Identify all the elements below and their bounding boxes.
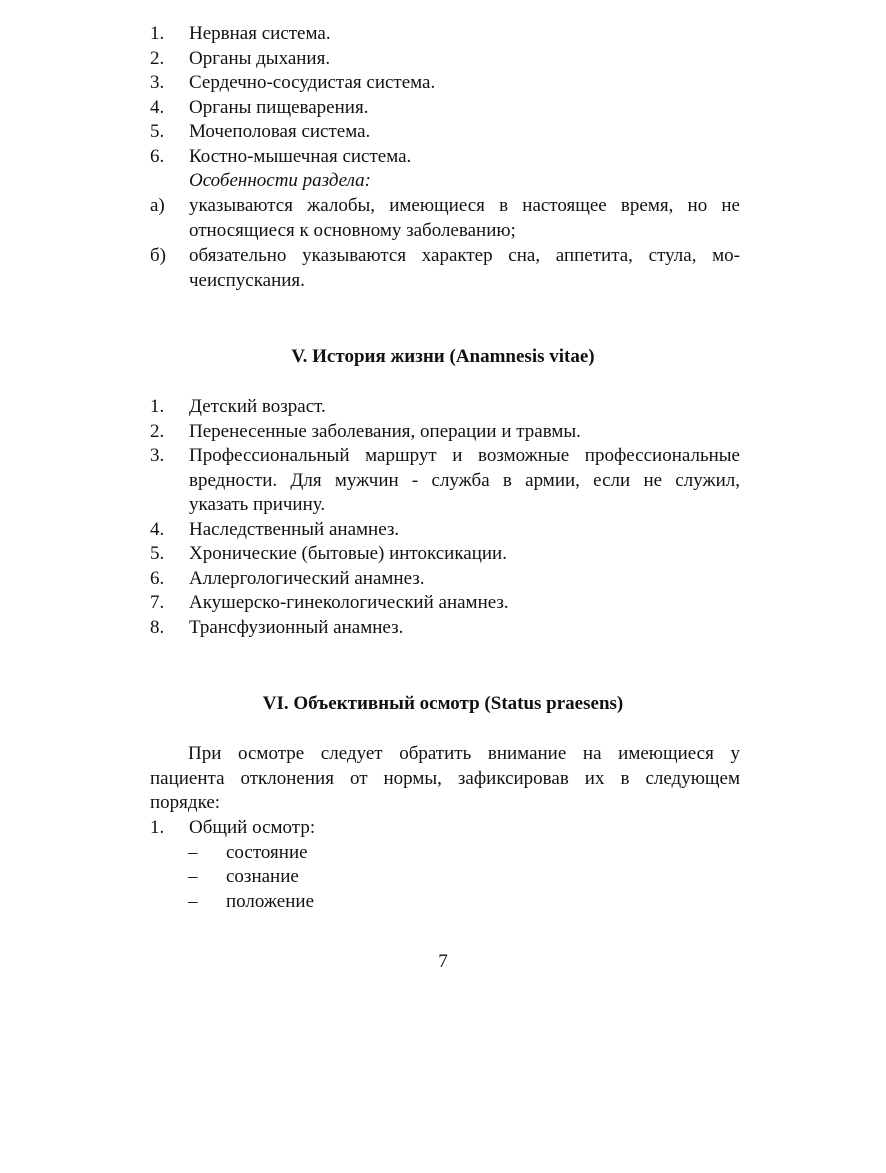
item-number: 6. <box>150 145 165 167</box>
item-text: Детский возраст. <box>189 396 326 417</box>
item-text: Нервная система. <box>189 23 331 44</box>
item-number: 5. <box>150 543 165 564</box>
intro-paragraph: При осмотре следует обратить внимание на имеющиеся у пациента отклонения от нормы, зафиксировав их в следующем порядке: <box>150 743 740 813</box>
item-text: Органы пищеварения. <box>189 96 369 118</box>
item-number: 6. <box>150 567 165 589</box>
item-text: Костно-мышечная система. <box>189 145 412 167</box>
item-text: Профессиональный маршрут и возможные профессиональные вредности. Для мужчин - служба в армии, если не служил, указать причину. <box>189 445 740 515</box>
list-item <box>0 591 886 616</box>
section-heading-anamnesis-vitae: V. История жизни (Anamnesis vitae) <box>291 346 595 367</box>
sub-item <box>0 890 886 915</box>
item-number: 4. <box>150 518 165 540</box>
list-item <box>0 444 886 518</box>
item-text: обязательно указываются характер сна, аппетита, стула, мо- чеиспускания. <box>189 245 740 291</box>
list-item <box>0 567 886 592</box>
dash-marker: – <box>188 890 198 912</box>
item-text: Перенесенные заболевания, операции и травмы. <box>189 420 581 442</box>
item-number: 8. <box>150 616 165 638</box>
list-item <box>0 96 886 121</box>
item-marker: б) <box>150 245 166 266</box>
feature-item-b <box>0 244 886 294</box>
list-item <box>0 616 886 641</box>
item-text: Мочеполовая система. <box>189 121 371 142</box>
dash-marker: – <box>188 841 198 863</box>
item-text: Трансфузионный анамнез. <box>189 616 404 638</box>
item-number: 3. <box>150 445 165 466</box>
list-item <box>0 395 886 420</box>
section-heading-status-praesens: VI. Объективный осмотр (Status praesens) <box>262 693 624 714</box>
list-item <box>0 518 886 543</box>
list-item <box>0 542 886 567</box>
sub-item-text: состояние <box>226 841 308 863</box>
item-text: Сердечно-сосудистая система. <box>189 72 436 93</box>
list-item <box>0 120 886 145</box>
sub-item-text: сознание <box>226 866 299 887</box>
item-number: 1. <box>150 817 165 838</box>
item-number: 1. <box>150 396 165 417</box>
item-marker: а) <box>150 195 165 216</box>
item-text: Общий осмотр: <box>189 817 316 838</box>
feature-item-a <box>0 194 886 244</box>
list-item <box>0 145 886 170</box>
item-text: Аллергологический анамнез. <box>189 567 425 589</box>
dash-marker: – <box>188 866 198 887</box>
item-number: 5. <box>150 121 165 142</box>
item-number: 7. <box>150 592 165 613</box>
sub-item <box>0 865 886 890</box>
list-item <box>0 47 886 72</box>
item-number: 2. <box>150 420 165 442</box>
item-text: Хронические (бытовые) интоксикации. <box>189 543 507 564</box>
item-text: Наследственный анамнез. <box>189 518 400 540</box>
section-note: Особенности раздела: <box>189 170 371 191</box>
item-number: 3. <box>150 72 165 93</box>
anamnesis-list <box>0 395 886 640</box>
item-number: 4. <box>150 96 165 118</box>
list-item <box>0 22 886 47</box>
page-number: 7 <box>438 951 448 972</box>
sub-item-text: положение <box>226 890 315 912</box>
list-item <box>0 816 886 841</box>
item-text: указываются жалобы, имеющиеся в настоящее время, но не относящиеся к основному заболеванию; <box>189 195 740 241</box>
item-number: 2. <box>150 47 165 69</box>
item-text: Органы дыхания. <box>189 47 331 69</box>
item-text: Акушерско-гинекологический анамнез. <box>189 592 509 613</box>
exam-list <box>0 816 886 914</box>
list-item <box>0 420 886 445</box>
sub-item <box>0 841 886 866</box>
organ-systems-list <box>0 22 886 169</box>
list-item <box>0 71 886 96</box>
item-number: 1. <box>150 23 165 44</box>
